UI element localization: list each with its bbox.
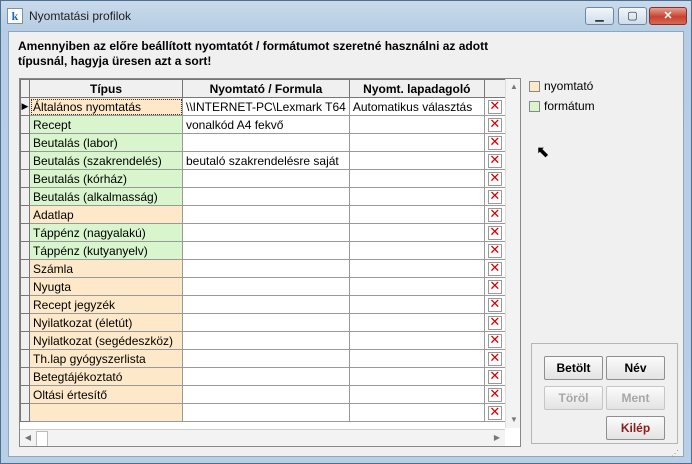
printer-cell[interactable] xyxy=(183,368,350,386)
tray-cell[interactable] xyxy=(349,296,484,314)
button-panel xyxy=(531,343,678,444)
printer-cell[interactable] xyxy=(183,278,350,296)
delete-row-icon[interactable]: ✕ xyxy=(489,333,501,348)
tray-cell[interactable]: Automatikus választás xyxy=(349,98,484,116)
delete-cell xyxy=(484,350,505,368)
delete-row-icon[interactable]: ✕ xyxy=(489,279,501,294)
type-cell[interactable]: Beutalás (alkalmasság) xyxy=(30,188,183,206)
mouse-pointer-icon: ⬉ xyxy=(536,144,550,161)
tray-cell[interactable] xyxy=(349,116,484,134)
minimize-button[interactable]: ▁ xyxy=(585,7,614,25)
type-cell[interactable]: Nyilatkozat (segédeszköz) xyxy=(30,332,183,350)
delete-cell xyxy=(484,242,505,260)
type-cell[interactable]: Recept jegyzék xyxy=(30,296,183,314)
delete-row-icon[interactable]: ✕ xyxy=(489,261,501,276)
tray-cell[interactable] xyxy=(349,152,484,170)
table-row[interactable] xyxy=(21,278,506,296)
legend-swatch-nyomtato xyxy=(529,81,540,92)
title-bar[interactable] xyxy=(1,1,691,31)
table-row[interactable] xyxy=(21,260,506,278)
delete-cell xyxy=(484,152,505,170)
delete-row-icon[interactable]: ✕ xyxy=(489,99,501,114)
exit-button[interactable]: Kilép xyxy=(606,416,665,440)
horizontal-scroll-thumb[interactable] xyxy=(36,431,48,447)
type-cell[interactable]: Beutalás (szakrendelés) xyxy=(30,152,183,170)
load-button[interactable]: Betölt xyxy=(544,356,603,380)
delete-cell xyxy=(484,260,505,278)
legend-swatch-formatum xyxy=(529,101,540,112)
tray-cell[interactable] xyxy=(349,170,484,188)
tray-cell[interactable] xyxy=(349,386,484,404)
column-header-printer[interactable]: Nyomtató / Formula xyxy=(183,80,350,98)
type-cell[interactable]: Beutalás (kórház) xyxy=(30,170,183,188)
type-cell[interactable]: Táppénz (nagyalakú) xyxy=(30,224,183,242)
type-cell[interactable]: Táppénz (kutyanyelv) xyxy=(30,242,183,260)
delete-cell xyxy=(484,116,505,134)
delete-cell xyxy=(484,170,505,188)
delete-button[interactable]: Töröl xyxy=(544,386,603,410)
save-button[interactable]: Ment xyxy=(606,386,665,410)
delete-cell xyxy=(484,206,505,224)
printer-cell[interactable] xyxy=(183,260,350,278)
printer-cell[interactable] xyxy=(183,386,350,404)
profile-table xyxy=(20,79,506,422)
tray-cell[interactable] xyxy=(349,314,484,332)
table-row[interactable] xyxy=(21,386,506,404)
table-row[interactable] xyxy=(21,332,506,350)
type-cell[interactable]: Beutalás (labor) xyxy=(30,134,183,152)
row-indicator[interactable] xyxy=(21,260,30,278)
column-header-tray[interactable]: Nyomt. lapadagoló xyxy=(349,80,484,98)
tray-cell[interactable] xyxy=(349,134,484,152)
printer-cell[interactable] xyxy=(183,170,350,188)
type-cell[interactable]: Betegtájékoztató xyxy=(30,368,183,386)
table-row[interactable] xyxy=(21,404,506,422)
table-row[interactable] xyxy=(21,368,506,386)
tray-cell[interactable] xyxy=(349,278,484,296)
row-indicator[interactable] xyxy=(21,314,30,332)
row-indicator[interactable] xyxy=(21,170,30,188)
type-cell[interactable]: Nyugta xyxy=(30,278,183,296)
delete-row-icon[interactable]: ✕ xyxy=(489,369,501,384)
horizontal-scrollbar[interactable] xyxy=(20,429,505,447)
printer-cell[interactable] xyxy=(183,134,350,152)
table-row[interactable] xyxy=(21,350,506,368)
delete-cell xyxy=(484,98,505,116)
table-row[interactable] xyxy=(21,188,506,206)
close-button[interactable]: ✕ xyxy=(649,7,687,25)
delete-cell xyxy=(484,332,505,350)
tray-cell[interactable] xyxy=(349,242,484,260)
type-cell[interactable]: Számla xyxy=(30,260,183,278)
instruction-text: Amennyiben az előre beállított nyomtatót / formátumot szeretné használni az adott típusnál, hagyja üresen azt a sort! xyxy=(18,39,489,68)
printer-cell[interactable] xyxy=(183,296,350,314)
printer-cell[interactable]: vonalkód A4 fekvő xyxy=(183,116,350,134)
maximize-button[interactable]: ▢ xyxy=(618,7,647,25)
row-indicator[interactable] xyxy=(21,368,30,386)
delete-row-icon[interactable]: ✕ xyxy=(489,171,501,186)
row-indicator[interactable] xyxy=(21,206,30,224)
type-cell[interactable]: Recept xyxy=(30,116,183,134)
delete-cell xyxy=(484,404,505,422)
table-row[interactable] xyxy=(21,224,506,242)
delete-row-icon[interactable]: ✕ xyxy=(489,297,501,312)
table-row[interactable] xyxy=(21,314,506,332)
tray-cell[interactable] xyxy=(349,188,484,206)
printer-cell[interactable]: beutaló szakrendelésre saját xyxy=(183,152,350,170)
delete-row-icon[interactable]: ✕ xyxy=(489,315,501,330)
tray-cell[interactable] xyxy=(349,332,484,350)
delete-row-icon[interactable]: ✕ xyxy=(489,189,501,204)
type-cell[interactable]: Adatlap xyxy=(30,206,183,224)
table-row[interactable] xyxy=(21,152,506,170)
table-row[interactable] xyxy=(21,170,506,188)
row-indicator[interactable] xyxy=(21,350,30,368)
printer-cell[interactable] xyxy=(183,314,350,332)
printer-cell[interactable]: \\INTERNET-PC\Lexmark T64 xyxy=(183,98,350,116)
row-indicator[interactable] xyxy=(21,116,30,134)
row-indicator[interactable] xyxy=(21,152,30,170)
tray-cell[interactable] xyxy=(349,260,484,278)
window-title: Nyomtatási profilok xyxy=(29,9,132,23)
column-header-type[interactable]: Típus xyxy=(30,80,183,98)
app-icon: k xyxy=(7,8,23,24)
legend-label-nyomtato: nyomtató xyxy=(544,79,594,93)
tray-cell[interactable] xyxy=(349,350,484,368)
row-indicator[interactable] xyxy=(21,188,30,206)
printer-cell[interactable] xyxy=(183,350,350,368)
name-button[interactable]: Név xyxy=(606,356,665,380)
delete-header xyxy=(484,80,505,98)
printer-cell[interactable] xyxy=(183,242,350,260)
table-row[interactable] xyxy=(21,242,506,260)
delete-row-icon[interactable]: ✕ xyxy=(489,225,501,240)
type-cell[interactable]: Th.lap gyógyszerlista xyxy=(30,350,183,368)
printer-cell[interactable] xyxy=(183,404,350,422)
delete-cell xyxy=(484,224,505,242)
delete-row-icon[interactable]: ✕ xyxy=(489,117,501,132)
delete-cell xyxy=(484,278,505,296)
printer-cell[interactable] xyxy=(183,188,350,206)
row-indicator[interactable] xyxy=(21,134,30,152)
type-cell[interactable] xyxy=(30,404,183,422)
indicator-header xyxy=(21,80,30,98)
type-cell[interactable]: Általános nyomtatás xyxy=(30,98,183,116)
delete-row-icon[interactable]: ✕ xyxy=(489,207,501,222)
profile-grid[interactable] xyxy=(19,78,521,447)
table-row[interactable] xyxy=(21,98,506,116)
row-indicator[interactable] xyxy=(21,296,30,314)
delete-row-icon[interactable]: ✕ xyxy=(489,387,501,402)
printer-cell[interactable] xyxy=(183,332,350,350)
row-indicator[interactable] xyxy=(21,224,30,242)
table-row[interactable] xyxy=(21,116,506,134)
delete-cell xyxy=(484,314,505,332)
type-cell[interactable]: Oltási értesítő xyxy=(30,386,183,404)
scroll-left-arrow[interactable]: ◀ xyxy=(24,433,32,442)
printer-cell[interactable] xyxy=(183,224,350,242)
delete-cell xyxy=(484,134,505,152)
delete-cell xyxy=(484,386,505,404)
delete-cell xyxy=(484,296,505,314)
delete-cell xyxy=(484,188,505,206)
delete-row-icon[interactable]: ✕ xyxy=(489,153,501,168)
current-row-indicator-icon[interactable]: ▶ xyxy=(21,98,30,116)
vertical-scrollbar[interactable] xyxy=(505,79,521,428)
scroll-up-arrow[interactable]: ▲ xyxy=(510,82,518,91)
row-indicator[interactable] xyxy=(21,278,30,296)
printer-cell[interactable] xyxy=(183,206,350,224)
type-cell[interactable]: Nyilatkozat (életút) xyxy=(30,314,183,332)
row-indicator[interactable] xyxy=(21,332,30,350)
row-indicator[interactable] xyxy=(21,386,30,404)
row-indicator[interactable] xyxy=(21,404,30,422)
resize-grip-icon[interactable]: ⋰ xyxy=(671,449,679,458)
table-row[interactable] xyxy=(21,206,506,224)
scroll-right-arrow[interactable]: ▶ xyxy=(493,433,501,442)
delete-cell xyxy=(484,368,505,386)
dialog-content xyxy=(8,31,684,457)
header-row xyxy=(21,80,506,98)
delete-row-icon[interactable]: ✕ xyxy=(489,243,501,258)
delete-row-icon[interactable]: ✕ xyxy=(489,351,501,366)
delete-row-icon[interactable]: ✕ xyxy=(489,135,501,150)
legend-label-formatum: formátum xyxy=(544,99,595,113)
table-row[interactable] xyxy=(21,296,506,314)
table-row[interactable] xyxy=(21,134,506,152)
tray-cell[interactable] xyxy=(349,368,484,386)
delete-row-icon[interactable]: ✕ xyxy=(489,405,501,420)
row-indicator[interactable] xyxy=(21,242,30,260)
tray-cell[interactable] xyxy=(349,404,484,422)
tray-cell[interactable] xyxy=(349,206,484,224)
tray-cell[interactable] xyxy=(349,224,484,242)
scroll-down-arrow[interactable]: ▼ xyxy=(510,415,518,424)
